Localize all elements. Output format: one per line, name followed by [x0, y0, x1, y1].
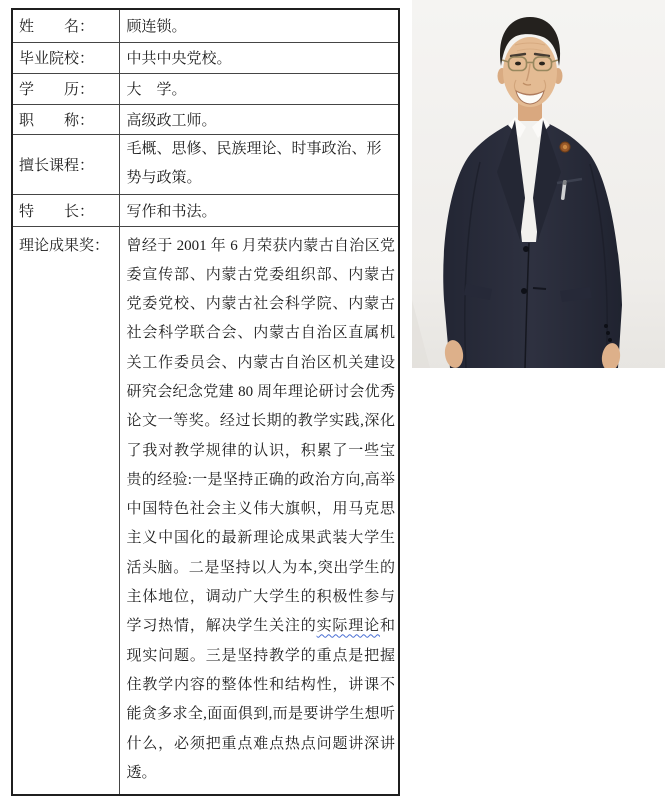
award-paragraph	[127, 232, 396, 789]
field-label-award: 理论成果奖：	[12, 226, 119, 795]
eye	[515, 62, 521, 66]
award-text-lead: 曾经于 2001 年 6 月荣获内蒙古自治区党委宣传部、内蒙古党委组织部、内蒙古党委党校、内蒙古社会科学院、内蒙古社会科学联合会、内蒙古自治区直属机关工作委员会、内蒙古自治区机关建设研究会纪念党建 80 周年理论研讨会优秀论文一等奖。经过长期的教学实践,深化了我对教学规律的认识，积累了一些宝贵的经验:一是坚持正确的政治方向,高举中国特色社会主义伟大旗帜，用马克思主义中国化的最新理论成果武装大学生活头脑。二是坚持以人为本,突出学生的主体地位，调动广大学生的积极性参与学习热情，解决学生关注的	[126, 237, 395, 635]
table-row-award	[12, 226, 399, 795]
table-row-specialty	[12, 194, 399, 226]
field-label-specialty: 特 长：	[12, 194, 119, 226]
cuff-button	[608, 338, 612, 342]
table-row-school	[12, 42, 399, 73]
field-label-education: 学 历：	[12, 73, 119, 104]
profile-table	[11, 8, 400, 796]
award-text-tail: 和现实问题。三是坚持教学的重点是把握住教学内容的整体性和结构性，讲课不能贪多求全,面面俱到,而是要讲学生想听什么，必须把重点难点热点问题讲深讲透。	[126, 618, 395, 781]
table-row-courses	[12, 134, 399, 194]
field-label-school: 毕业院校：	[12, 42, 119, 73]
field-label-courses: 擅长课程：	[12, 134, 119, 194]
jacket-button	[521, 288, 527, 294]
underlined-phrase: 实际理论	[316, 618, 380, 635]
field-value-title: 高级政工师。	[119, 104, 399, 134]
portrait-photo	[412, 0, 665, 368]
portrait-illustration	[412, 0, 665, 368]
field-value-specialty: 写作和书法。	[119, 194, 399, 226]
field-value-name: 顾连锁。	[119, 9, 399, 42]
field-value-school: 中共中央党校。	[119, 42, 399, 73]
table-row-education	[12, 73, 399, 104]
field-value-award	[119, 226, 399, 795]
cuff-button	[606, 331, 610, 335]
field-value-education: 大 学。	[119, 73, 399, 104]
jacket-button	[523, 246, 529, 252]
field-label-name: 姓 名：	[12, 9, 119, 42]
table-row-title	[12, 104, 399, 134]
table-row-name	[12, 9, 399, 42]
cuff-button	[604, 324, 608, 328]
field-value-courses: 毛概、思修、民族理论、时事政治、形势与政策。	[119, 134, 399, 194]
eye	[539, 62, 545, 66]
field-label-title: 职 称：	[12, 104, 119, 134]
